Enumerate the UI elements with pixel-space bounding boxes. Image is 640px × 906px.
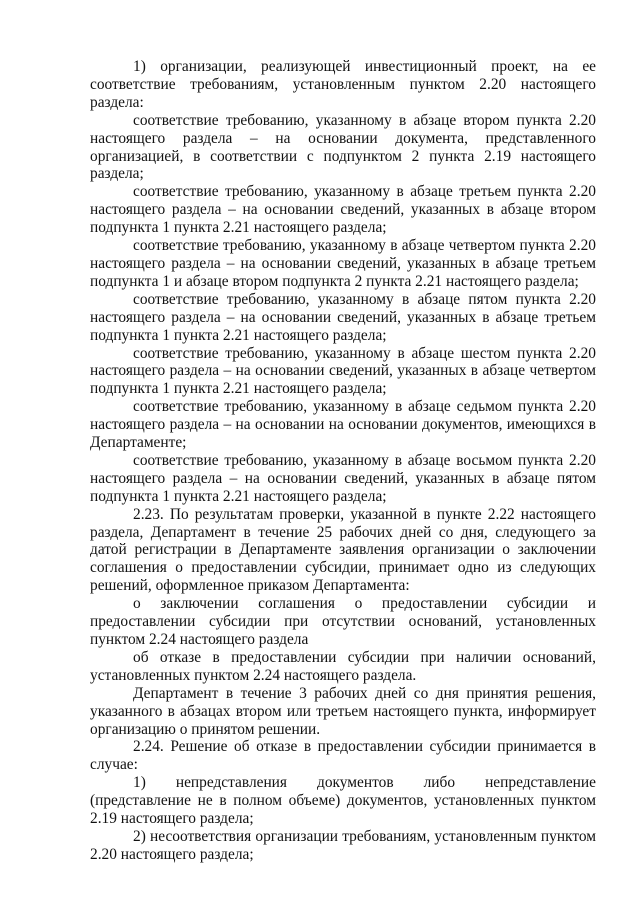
paragraph-requirement-second: соответствие требованию, указанному в абзаце втором пункта 2.20 настоящего раздела – на основании документа, представленного организацией, в соответствии с подпунктом 2 пункта 2.19 настоящего раздела; <box>90 111 596 183</box>
paragraph-subitem-1-org-check: 1) организации, реализующей инвестиционный проект, на ее соответствие требованиям, установленным пунктом 2.20 настоящего раздела: <box>90 58 596 111</box>
paragraph-clause-2-24: 2.24. Решение об отказе в предоставлении субсидии принимается в случае: <box>90 738 596 774</box>
paragraph-notification: Департамент в течение 3 рабочих дней со дня принятия решения, указанного в абзацах втором или третьем настоящего пункта, информирует организацию о принятом решении. <box>90 684 596 738</box>
paragraph-decision-refuse: об отказе в предоставлении субсидии при наличии оснований, установленных пунктом 2.24 настоящего раздела. <box>90 648 596 684</box>
paragraph-refusal-reason-1: 1) непредставления документов либо непредставление (представление не в полном объеме) документов, установленных пунктом 2.19 настоящего раздела; <box>90 774 596 828</box>
paragraph-decision-grant: о заключении соглашения о предоставлении субсидии и предоставлении субсидии при отсутствии оснований, установленных пунктом 2.24 настоящего раздела <box>90 595 596 648</box>
paragraph-refusal-reason-2: 2) несоответствия организации требованиям, установленным пунктом 2.20 настоящего раздела; <box>90 827 596 863</box>
paragraph-requirement-sixth: соответствие требованию, указанному в абзаце шестом пункта 2.20 настоящего раздела – на основании сведений, указанных в абзаце четвертом подпункта 1 пункта 2.21 настоящего раздела; <box>90 344 596 398</box>
paragraph-requirement-eighth: соответствие требованию, указанному в абзаце восьмом пункта 2.20 настоящего раздела – на основании сведений, указанных в абзаце пятом подпункта 1 пункта 2.21 настоящего раздела; <box>90 451 596 505</box>
paragraph-requirement-fifth: соответствие требованию, указанному в абзаце пятом пункта 2.20 настоящего раздела – на основании сведений, указанных в абзаце третьем подпункта 1 пункта 2.21 настоящего раздела; <box>90 290 596 344</box>
paragraph-requirement-seventh: соответствие требованию, указанному в абзаце седьмом пункта 2.20 настоящего раздела – на основании на основании документов, имеющихся в Департаменте; <box>90 398 596 452</box>
document-body <box>90 58 596 864</box>
paragraph-requirement-fourth: соответствие требованию, указанному в абзаце четвертом пункта 2.20 настоящего раздела – на основании сведений, указанных в абзаце третьем подпункта 1 и абзаце втором подпункта 2 пункта 2.21 настоящего раздела; <box>90 237 596 290</box>
paragraph-clause-2-23: 2.23. По результатам проверки, указанной в пункте 2.22 настоящего раздела, Департамент в течение 25 рабочих дней со дня, следующего за датой регистрации в Департаменте заявления организации о заключении соглашения о предоставлении субсидии, принимает одно из следующих решений, оформленное приказом Департамента: <box>90 505 596 595</box>
paragraph-requirement-third: соответствие требованию, указанному в абзаце третьем пункта 2.20 настоящего раздела – на основании сведений, указанных в абзаце втором подпункта 1 пункта 2.21 настоящего раздела; <box>90 183 596 237</box>
